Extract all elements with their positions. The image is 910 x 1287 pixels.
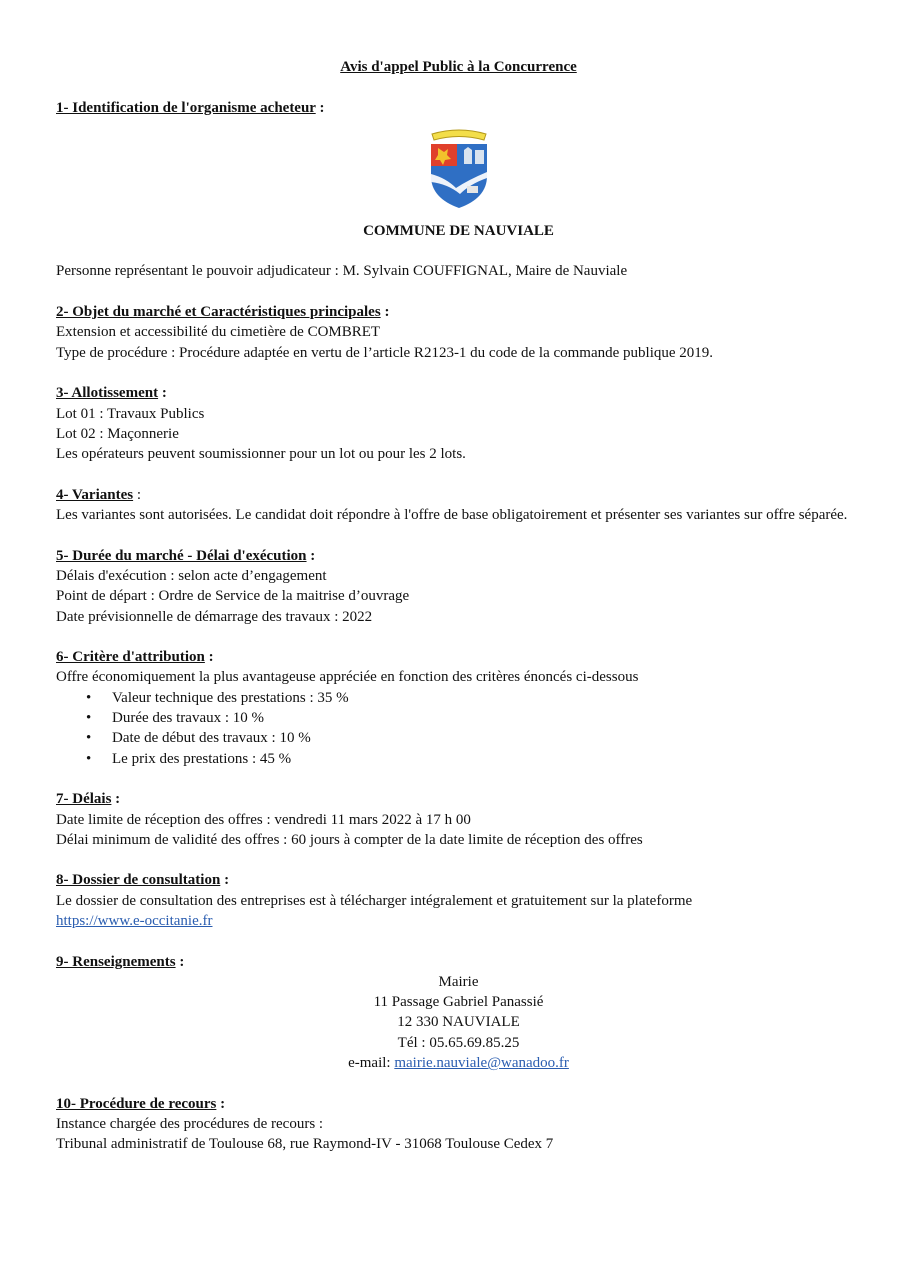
heading-colon: : [216, 1095, 226, 1112]
procedure-type: Type de procédure : Procédure adaptée en vertu de l’article R2123-1 du code de la commande publique 2019. [56, 344, 714, 361]
criteria-text: Le prix des prestations : 45 % [112, 750, 292, 767]
criteria-text: Date de début des travaux : 10 % [112, 730, 311, 747]
email-label: e-mail: [348, 1055, 395, 1072]
bullet-icon: • [86, 750, 92, 767]
heading-text: 5- Durée du marché - Délai d'exécution [56, 547, 307, 564]
contact-phone: Tél : 05.65.69.85.25 [397, 1034, 520, 1051]
lot-01: Lot 01 : Travaux Publics [56, 405, 205, 422]
heading-text: 9- Renseignements [56, 953, 176, 970]
criteria-item [56, 728, 861, 748]
variants-text: Les variantes sont autorisées. Le candidat doit répondre à l'offre de base obligatoirement et présenter ses variantes sur offre séparée. [56, 507, 848, 524]
criteria-item [56, 688, 861, 708]
lot-02: Lot 02 : Maçonnerie [56, 425, 179, 442]
section-10-heading [56, 1094, 861, 1114]
bullet-icon: • [86, 730, 92, 747]
heading-colon: : [220, 872, 230, 889]
heading-colon: : [158, 385, 167, 402]
heading-colon: : [380, 304, 390, 321]
appeal-tribunal: Tribunal administratif de Toulouse 68, rue Raymond-IV - 31068 Toulouse Cedex 7 [56, 1136, 554, 1153]
heading-colon: : [204, 649, 214, 666]
contact-city: 12 330 NAUVIALE [397, 1014, 520, 1031]
heading-text: 8- Dossier de consultation [56, 872, 221, 889]
bullet-icon: • [86, 689, 92, 706]
section-4-heading [56, 485, 861, 505]
heading-colon: : [315, 99, 325, 116]
heading-colon: : [306, 547, 316, 564]
criteria-text: Durée des travaux : 10 % [112, 710, 265, 727]
section-7-heading [56, 789, 861, 809]
section-5-heading [56, 546, 861, 566]
section-2-heading [56, 302, 861, 322]
heading-text: 2- Objet du marché et Caractéristiques principales [56, 304, 381, 321]
heading-colon: : [175, 953, 185, 970]
contact-address [56, 972, 861, 1073]
criteria-list [56, 688, 861, 769]
document-page [56, 57, 861, 1155]
market-object: Extension et accessibilité du cimetière de COMBRET [56, 324, 381, 341]
platform-link[interactable]: https://www.e-occitanie.fr [56, 912, 213, 929]
consultation-text: Le dossier de consultation des entreprises est à télécharger intégralement et gratuitement sur la plateforme [56, 892, 693, 909]
criteria-item [56, 749, 861, 769]
planned-start-date: Date prévisionnelle de démarrage des travaux : 2022 [56, 608, 373, 625]
bullet-icon: • [86, 710, 92, 727]
commune-coat-of-arms-logo [56, 126, 861, 209]
section-6-heading [56, 647, 861, 667]
execution-delay: Délais d'exécution : selon acte d’engagement [56, 567, 327, 584]
appeal-instance-label: Instance chargée des procédures de recours : [56, 1115, 324, 1132]
contact-street: 11 Passage Gabriel Panassié [373, 994, 544, 1011]
heading-colon: : [111, 791, 121, 808]
document-title: Avis d'appel Public à la Concurrence [340, 59, 577, 75]
coat-of-arms-icon [428, 126, 490, 209]
heading-text: 7- Délais [56, 791, 112, 808]
section-3-heading [56, 383, 861, 403]
criteria-text: Valeur technique des prestations : 35 % [112, 689, 349, 706]
start-point: Point de départ : Ordre de Service de la maitrise d’ouvrage [56, 588, 410, 605]
contact-name: Mairie [438, 973, 479, 990]
heading-text: 10- Procédure de recours [56, 1095, 217, 1112]
heading-text: 4- Variantes [56, 486, 134, 503]
adjudicator-representative: Personne représentant le pouvoir adjudicateur : M. Sylvain COUFFIGNAL, Maire de Nauviale [56, 263, 628, 280]
heading-text: 6- Critère d'attribution [56, 649, 205, 666]
section-1-heading [56, 98, 861, 118]
heading-text: 1- Identification de l'organisme acheteur [56, 99, 316, 116]
email-link[interactable]: mairie.nauviale@wanadoo.fr [394, 1055, 569, 1072]
commune-name: COMMUNE DE NAUVIALE [363, 222, 554, 239]
offer-deadline: Date limite de réception des offres : vendredi 11 mars 2022 à 17 h 00 [56, 811, 471, 828]
lots-note: Les opérateurs peuvent soumissionner pour un lot ou pour les 2 lots. [56, 446, 466, 463]
heading-colon: : [133, 486, 142, 503]
section-8-heading [56, 870, 861, 890]
criteria-item [56, 708, 861, 728]
section-9-heading [56, 952, 861, 972]
offer-validity: Délai minimum de validité des offres : 60 jours à compter de la date limite de réception des offres [56, 831, 643, 848]
contact-email-line [56, 1053, 861, 1073]
heading-text: 3- Allotissement [56, 385, 159, 402]
criteria-intro: Offre économiquement la plus avantageuse appréciée en fonction des critères énoncés ci-dessous [56, 669, 639, 686]
